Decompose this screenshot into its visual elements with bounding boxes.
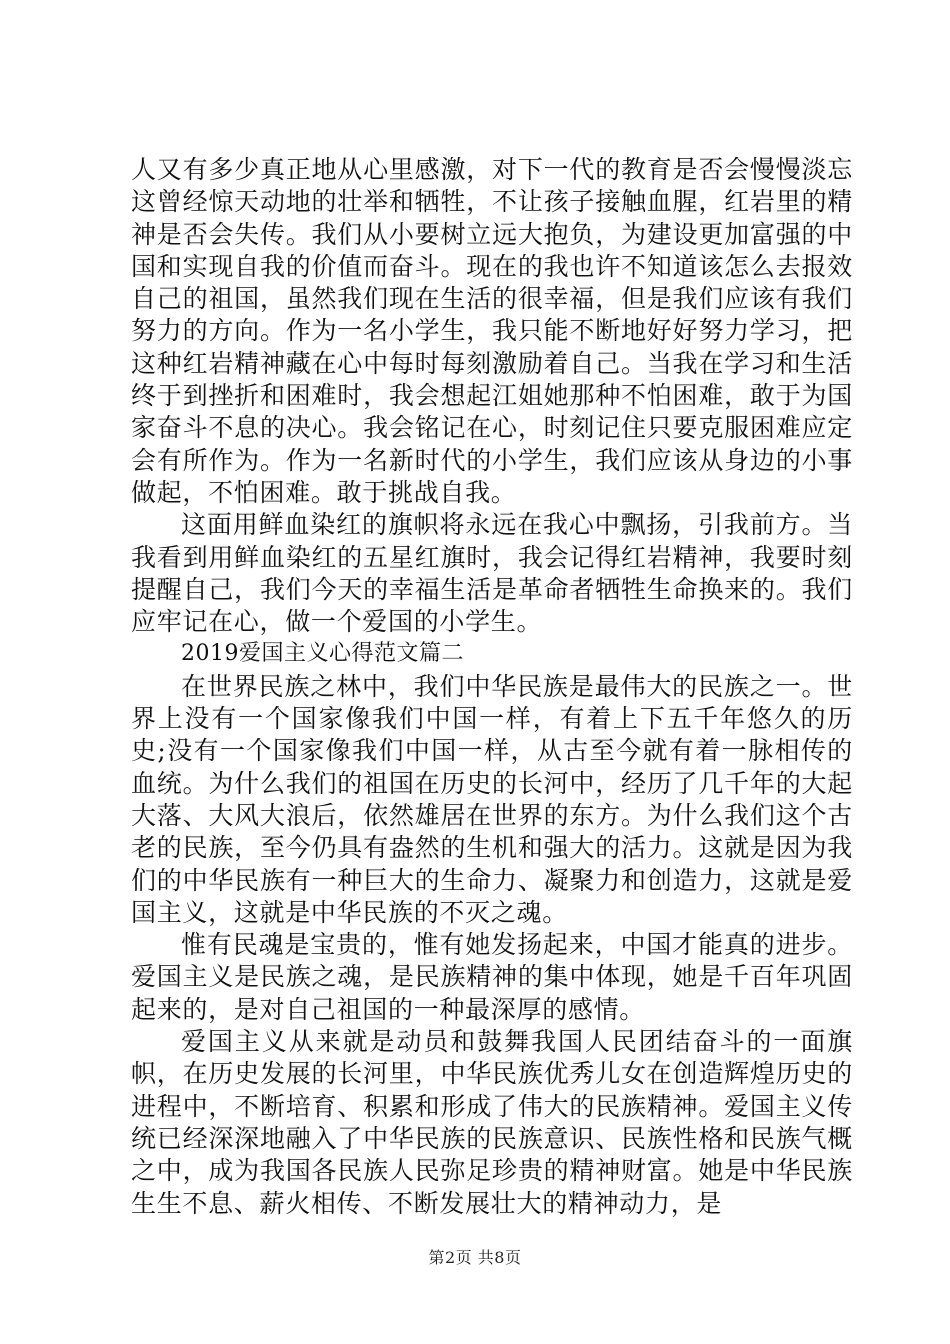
- section-heading: 2019爱国主义心得范文篇二: [181, 641, 464, 667]
- document-body: [131, 154, 853, 1220]
- paragraph-red-flag: 这面用鲜血染红的旗帜将永远在我心中飘扬，引我前方。当我看到用鲜血染红的五星红旗时，我会记得红岩精神，我要时刻提醒自己，我们今天的幸福生活是革命者牺牲生命换来的。我们应牢记在心，做一个爱国的小学生。: [131, 510, 853, 637]
- paragraph-national-soul: 惟有民魂是宝贵的，惟有她发扬起来，中国才能真的进步。爱国主义是民族之魂，是民族精神的集中体现，她是千百年巩固起来的，是对自己祖国的一种最深厚的感情。: [131, 930, 853, 1024]
- page-footer: 第2页 共8页: [428, 1248, 522, 1267]
- paragraph-patriotism-banner: 爱国主义从来就是动员和鼓舞我国人民团结奋斗的一面旗帜，在历史发展的长河里，中华民族优秀儿女在创造辉煌历史的进程中，不断培育、积累和形成了伟大的民族精神。爱国主义传统已经深深地融入了中华民族的民族意识、民族性格和民族气概之中，成为我国各民族人民弥足珍贵的精神财富。她是中华民族生生不息、薪火相传、不断发展壮大的精神动力，是: [131, 1027, 853, 1218]
- paragraph-continued: 人又有多少真正地从心里感激，对下一代的教育是否会慢慢淡忘这曾经惊天动地的壮举和牺牲，不让孩子接触血腥，红岩里的精神是否会失传。我们从小要树立远大抱负，为建设更加富强的中国和实现自我的价值而奋斗。现在的我也许不知道该怎么去报效自己的祖国，虽然我们现在生活的很幸福，但是我们应该有我们努力的方向。作为一名小学生，我只能不断地好好努力学习，把这种红岩精神藏在心中每时每刻激励着自己。当我在学习和生活终于到挫折和困难时，我会想起江姐她那种不怕困难，敢于为国家奋斗不息的决心。我会铭记在心，时刻记住只要克服困难应定会有所作为。作为一名新时代的小学生，我们应该从身边的小事做起，不怕困难。敢于挑战自我。: [131, 155, 853, 507]
- paragraph-nation: 在世界民族之林中，我们中华民族是最伟大的民族之一。世界上没有一个国家像我们中国一样，有着上下五千年悠久的历史;没有一个国家像我们中国一样，从古至今就有着一脉相传的血统。为什么我们的祖国在历史的长河中，经历了几千年的大起大落、大风大浪后，依然雄居在世界的东方。为什么我们这个古老的民族，至今仍具有盎然的生机和强大的活力。这就是因为我们的中华民族有一种巨大的生命力、凝聚力和创造力，这就是爱国主义，这就是中华民族的不灭之魂。: [131, 671, 853, 927]
